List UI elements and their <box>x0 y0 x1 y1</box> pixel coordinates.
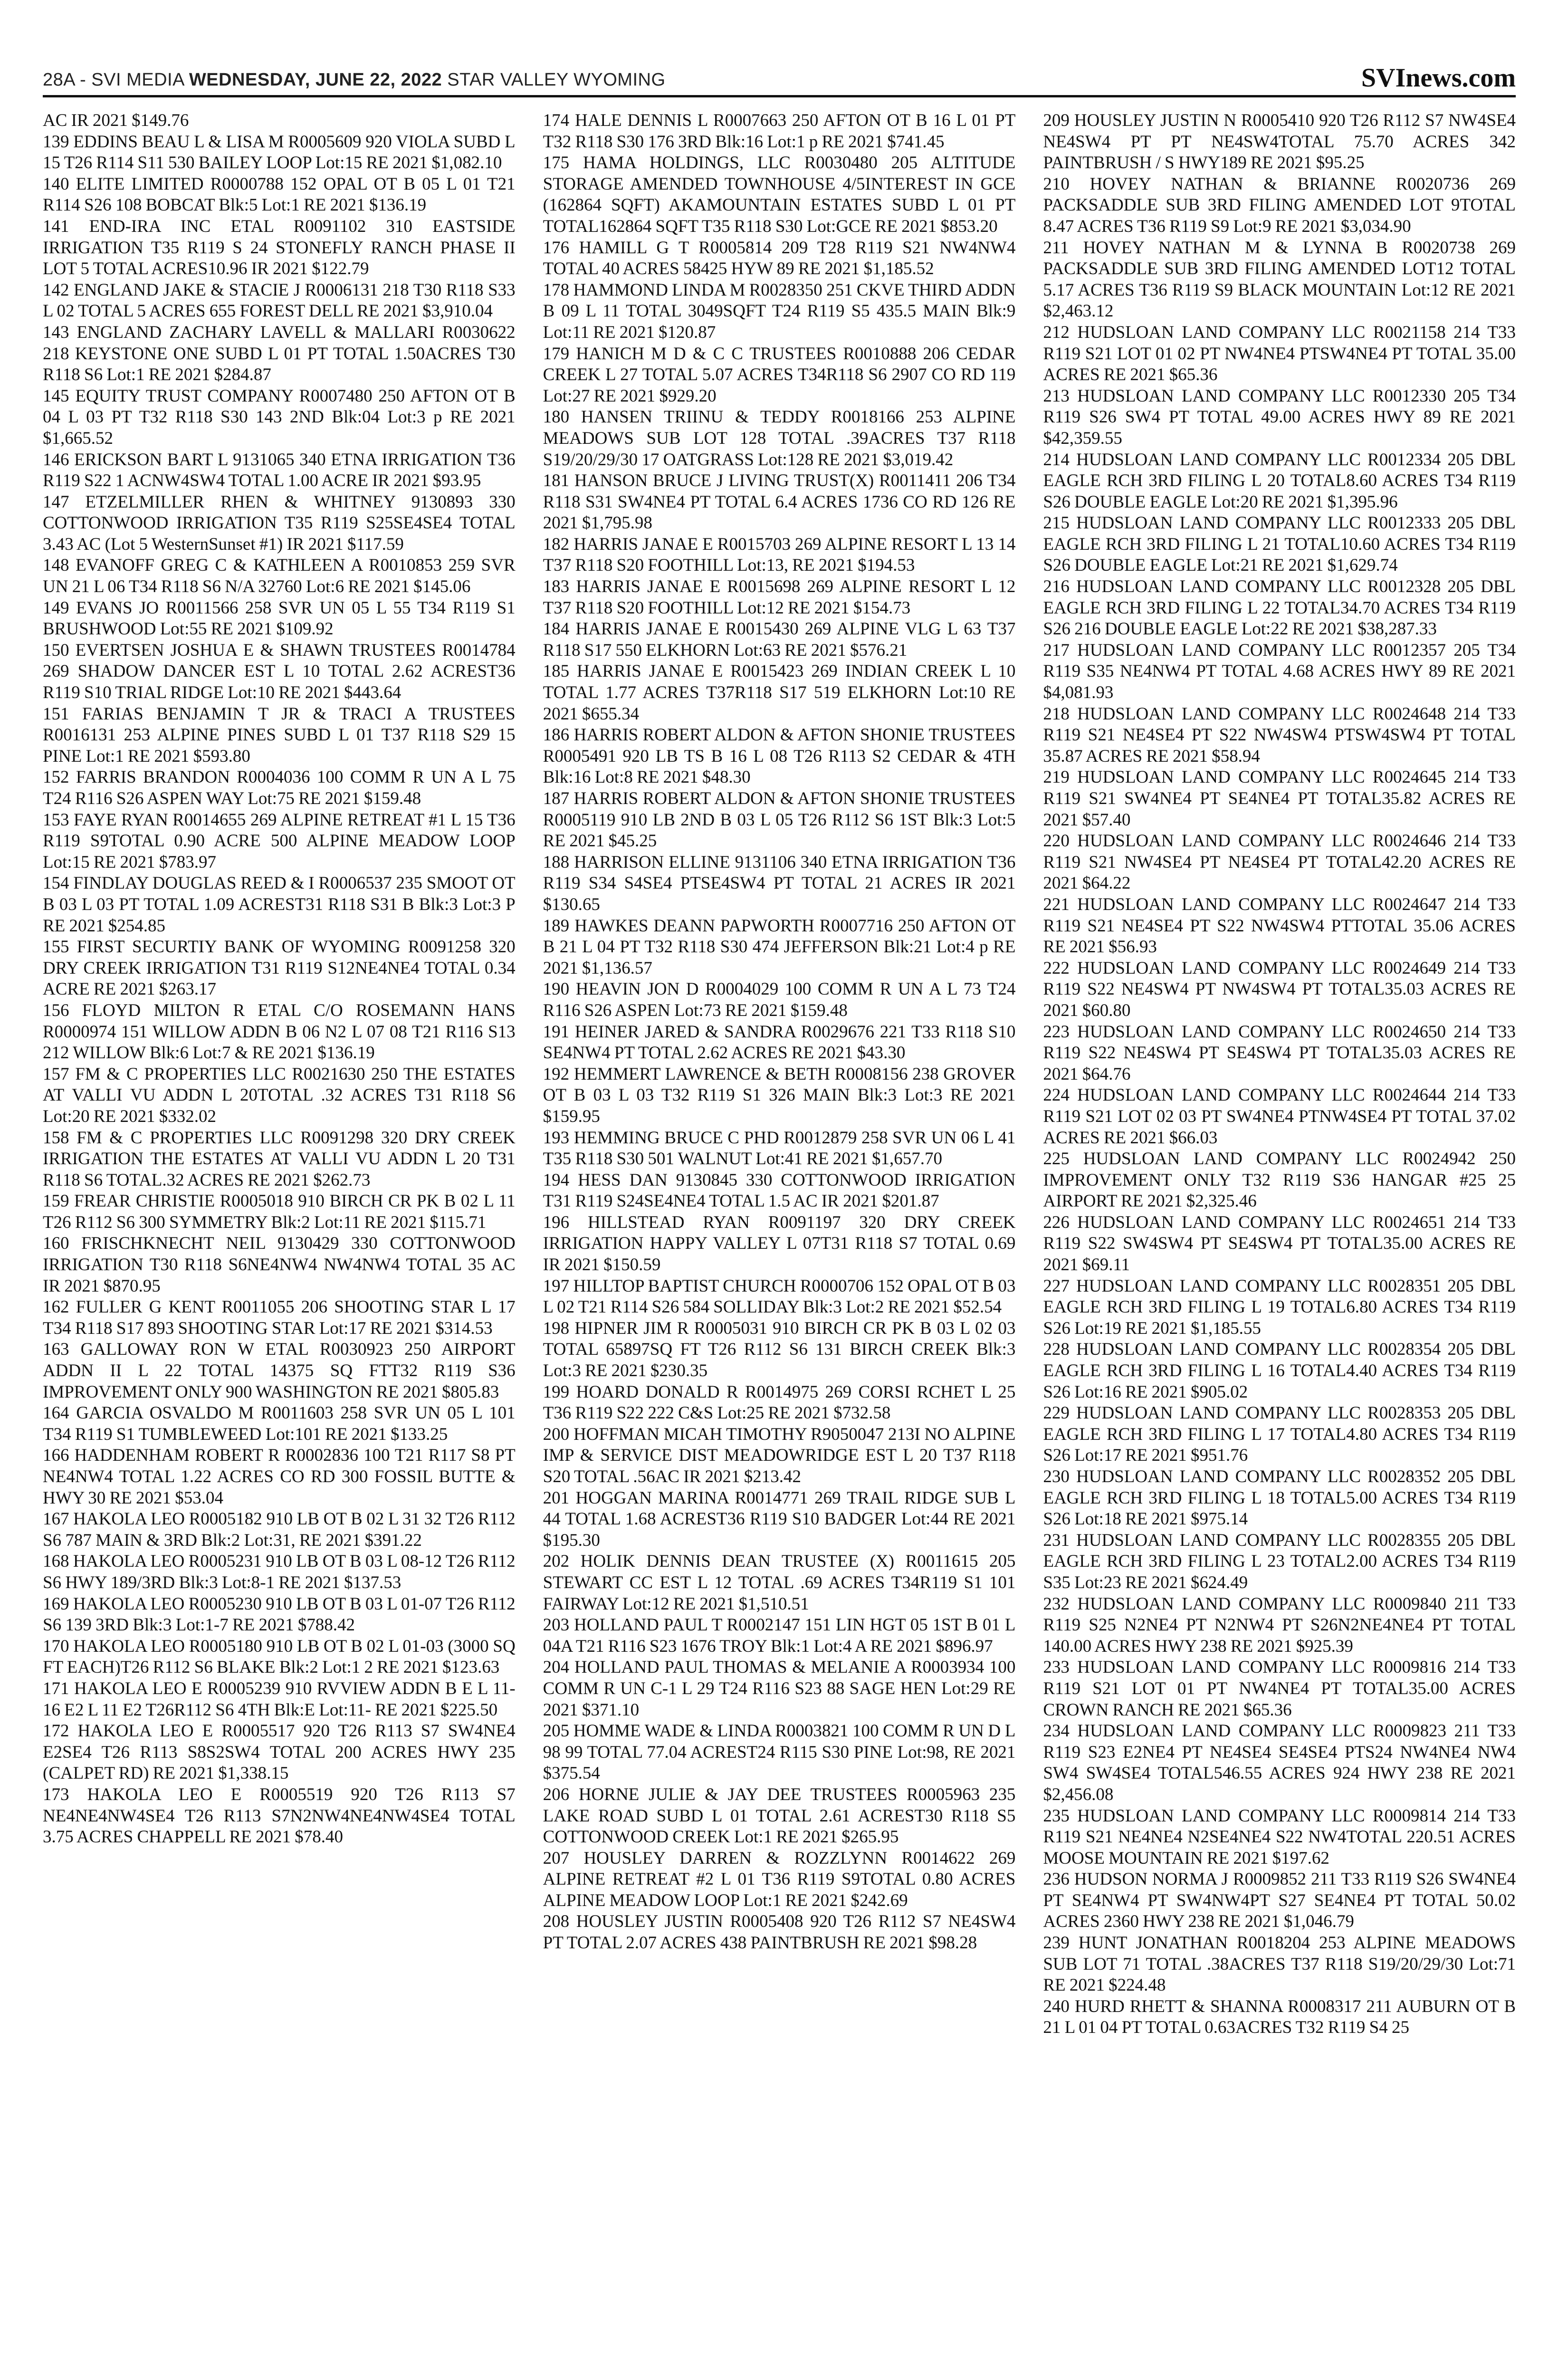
tax-notice-entry: 166 HADDENHAM ROBERT R R0002836 100 T21 R117 S8 PT NE4NW4 TOTAL 1.22 ACRES CO RD 300 FOSSIL BUTTE & HWY 30 RE 2021 $53.04 <box>43 1446 516 1508</box>
tax-notice-entry: 164 GARCIA OSVALDO M R0011603 258 SVR UN 05 L 101 T34 R119 S1 TUMBLEWEED Lot:101 RE 2021 $133.25 <box>43 1403 516 1444</box>
tax-notice-entry: 191 HEINER JARED & SANDRA R0029676 221 T33 R118 S10 SE4NW4 PT TOTAL 2.62 ACRES RE 2021 $43.30 <box>543 1022 1016 1063</box>
tax-notice-entry: 215 HUDSLOAN LAND COMPANY LLC R0012333 205 DBL EAGLE RCH 3RD FILING L 21 TOTAL10.60 ACRES T34 R119 S26 DOUBLE EAGLE Lot:21 RE 2021 $1,629.74 <box>1043 513 1516 575</box>
tax-notice-entry: 150 EVERTSEN JOSHUA E & SHAWN TRUSTEES R0014784 269 SHADOW DANCER EST L 10 TOTAL 2.62 ACREST36 R119 S10 TRIAL RIDGE Lot:10 RE 2021 $443.64 <box>43 640 516 703</box>
tax-notice-entry: 202 HOLIK DENNIS DEAN TRUSTEE (X) R0011615 205 STEWART CC EST L 12 TOTAL .69 ACRES T34R119 S1 101 FAIRWAY Lot:12 RE 2021 $1,510.51 <box>543 1552 1016 1614</box>
tax-notice-entry: 183 HARRIS JANAE E R0015698 269 ALPINE RESORT L 12 T37 R118 S20 FOOTHILL Lot:12 RE 2021 $154.73 <box>543 577 1016 618</box>
tax-notice-entry: 206 HORNE JULIE & JAY DEE TRUSTEES R0005963 235 LAKE ROAD SUBD L 01 TOTAL 2.61 ACREST30 R118 S5 COTTONWOOD CREEK Lot:1 RE 2021 $265.95 <box>543 1784 1016 1847</box>
tax-notice-entry: 200 HOFFMAN MICAH TIMOTHY R9050047 213I NO ALPINE IMP & SERVICE DIST MEADOWRIDGE EST L 20 T37 R118 S20 TOTAL .56AC IR 2021 $213.42 <box>543 1424 1016 1486</box>
tax-notice-entry: 179 HANICH M D & C C TRUSTEES R0010888 206 CEDAR CREEK L 27 TOTAL 5.07 ACRES T34R118 S6 2907 CO RD 119 Lot:27 RE 2021 $929.20 <box>543 344 1016 406</box>
tax-notice-entry: 141 END-IRA INC ETAL R0091102 310 EASTSIDE IRRIGATION T35 R119 S 24 STONEFLY RANCH PHASE II LOT 5 TOTAL ACRES10.96 IR 2021 $122.79 <box>43 216 516 279</box>
tax-notice-entry: 158 FM & C PROPERTIES LLC R0091298 320 DRY CREEK IRRIGATION THE ESTATES AT VALLI VU ADDN L 20 T31 R118 S6 TOTAL.32 ACRES RE 2021 $262.73 <box>43 1128 516 1190</box>
tax-notice-entry: 162 FULLER G KENT R0011055 206 SHOOTING STAR L 17 T34 R118 S17 893 SHOOTING STAR Lot:17 RE 2021 $314.53 <box>43 1297 516 1338</box>
tax-notice-entry: AC IR 2021 $149.76 <box>43 111 189 130</box>
tax-notice-entry: 214 HUDSLOAN LAND COMPANY LLC R0012334 205 DBL EAGLE RCH 3RD FILING L 20 TOTAL8.60 ACRES T34 R119 S26 DOUBLE EAGLE Lot:20 RE 2021 $1,395.96 <box>1043 450 1516 512</box>
header-left <box>43 70 666 95</box>
tax-notice-entry: 153 FAYE RYAN R0014655 269 ALPINE RETREAT #1 L 15 T36 R119 S9TOTAL 0.90 ACRE 500 ALPINE MEADOW LOOP Lot:15 RE 2021 $783.97 <box>43 810 516 872</box>
tax-notice-entry: 228 HUDSLOAN LAND COMPANY LLC R0028354 205 DBL EAGLE RCH 3RD FILING L 16 TOTAL4.40 ACRES T34 R119 S26 Lot:16 RE 2021 $905.02 <box>1043 1340 1516 1402</box>
paper-name: STAR VALLEY WYOMING <box>447 70 666 90</box>
tax-notice-entry: 193 HEMMING BRUCE C PHD R0012879 258 SVR UN 06 L 41 T35 R118 S30 501 WALNUT Lot:41 RE 2021 $1,657.70 <box>543 1128 1016 1169</box>
column-3 <box>1043 110 1516 2376</box>
tax-notice-entry: 234 HUDSLOAN LAND COMPANY LLC R0009823 211 T33 R119 S23 E2NE4 PT NE4SE4 SE4SE4 PTS24 NW4NE4 NW4 SW4 SW4SE4 TOTAL546.55 ACRES 924 HWY 238 RE 2021 $2,456.08 <box>1043 1721 1516 1804</box>
tax-notice-entry: 178 HAMMOND LINDA M R0028350 251 CKVE THIRD ADDN B 09 L 11 TOTAL 3049SQFT T24 R119 S5 435.5 MAIN Blk:9 Lot:11 RE 2021 $120.87 <box>543 280 1016 342</box>
page-header <box>43 62 1516 97</box>
tax-notice-entry: 204 HOLLAND PAUL THOMAS & MELANIE A R0003934 100 COMM R UN C-1 L 29 T24 R116 S23 88 SAGE HEN Lot:29 RE 2021 $371.10 <box>543 1657 1016 1720</box>
tax-notice-entry: 218 HUDSLOAN LAND COMPANY LLC R0024648 214 T33 R119 S21 NE4SE4 PT S22 NW4SW4 PTSW4SW4 PT TOTAL 35.87 ACRES RE 2021 $58.94 <box>1043 704 1516 766</box>
tax-notice-entry: 142 ENGLAND JAKE & STACIE J R0006131 218 T30 R118 S33 L 02 TOTAL 5 ACRES 655 FOREST DELL RE 2021 $3,910.04 <box>43 280 516 321</box>
tax-notice-entry: 187 HARRIS ROBERT ALDON & AFTON SHONIE TRUSTEES R0005119 910 LB 2ND B 03 L 05 T26 R112 S6 1ST Blk:3 Lot:5 RE 2021 $45.25 <box>543 789 1016 851</box>
site-name: SVInews.com <box>1361 63 1516 93</box>
tax-notice-entry: 199 HOARD DONALD R R0014975 269 CORSI RCHET L 25 T36 R119 S22 222 C&S Lot:25 RE 2021 $732.58 <box>543 1382 1016 1423</box>
tax-notice-entry: 167 HAKOLA LEO R0005182 910 LB OT B 02 L 31 32 T26 R112 S6 787 MAIN & 3RD Blk:2 Lot:31, RE 2021 $391.22 <box>43 1509 516 1550</box>
tax-notice-entry: 172 HAKOLA LEO E R0005517 920 T26 R113 S7 SW4NE4 E2SE4 T26 R113 S8S2SW4 TOTAL 200 ACRES HWY 235 (CALPET RD) RE 2021 $1,338.15 <box>43 1721 516 1783</box>
tax-notice-entry: 151 FARIAS BENJAMIN T JR & TRACI A TRUSTEES R0016131 253 ALPINE PINES SUBD L 01 T37 R118 S29 15 PINE Lot:1 RE 2021 $593.80 <box>43 704 516 766</box>
tax-notice-entry: 203 HOLLAND PAUL T R0002147 151 LIN HGT 05 1ST B 01 L 04A T21 R116 S23 1676 TROY Blk:1 Lot:4 A RE 2021 $896.97 <box>543 1615 1016 1656</box>
tax-notice-entry: 157 FM & C PROPERTIES LLC R0021630 250 THE ESTATES AT VALLI VU ADDN L 20TOTAL .32 ACRES T31 R118 S6 Lot:20 RE 2021 $332.02 <box>43 1064 516 1126</box>
tax-notice-entry: 220 HUDSLOAN LAND COMPANY LLC R0024646 214 T33 R119 S21 NW4SE4 PT NE4SE4 PT TOTAL42.20 ACRES RE 2021 $64.22 <box>1043 831 1516 893</box>
tax-notice-entry: 189 HAWKES DEANN PAPWORTH R0007716 250 AFTON OT B 21 L 04 PT T32 R118 S30 474 JEFFERSON Blk:21 Lot:4 p RE 2021 $1,136.57 <box>543 916 1016 978</box>
issue-date: WEDNESDAY, JUNE 22, 2022 <box>189 70 442 90</box>
tax-notice-entry: 222 HUDSLOAN LAND COMPANY LLC R0024649 214 T33 R119 S22 NE4SW4 PT NW4SW4 PT TOTAL35.03 ACRES RE 2021 $60.80 <box>1043 958 1516 1020</box>
column-1 <box>43 110 516 2376</box>
tax-notice-entry: 233 HUDSLOAN LAND COMPANY LLC R0009816 214 T33 R119 S21 LOT 01 PT NW4NE4 PT TOTAL35.00 ACRES CROWN RANCH RE 2021 $65.36 <box>1043 1657 1516 1720</box>
tax-notice-entry: 188 HARRISON ELLINE 9131106 340 ETNA IRRIGATION T36 R119 S34 S4SE4 PTSE4SW4 PT TOTAL 21 ACRES IR 2021 $130.65 <box>543 852 1016 914</box>
tax-notice-entry: 227 HUDSLOAN LAND COMPANY LLC R0028351 205 DBL EAGLE RCH 3RD FILING L 19 TOTAL6.80 ACRES T34 R119 S26 Lot:19 RE 2021 $1,185.55 <box>1043 1276 1516 1338</box>
tax-notice-entry: 140 ELITE LIMITED R0000788 152 OPAL OT B 05 L 01 T21 R114 S26 108 BOBCAT Blk:5 Lot:1 RE 2021 $136.19 <box>43 174 516 215</box>
tax-notice-entry: 184 HARRIS JANAE E R0015430 269 ALPINE VLG L 63 T37 R118 S17 550 ELKHORN Lot:63 RE 2021 $576.21 <box>543 619 1016 660</box>
tax-notice-entry: 156 FLOYD MILTON R ETAL C/O ROSEMANN HANS R0000974 151 WILLOW ADDN B 06 N2 L 07 08 T21 R116 S13 212 WILLOW Blk:6 Lot:7 & RE 2021 $136.19 <box>43 1000 516 1063</box>
tax-notice-entry: 175 HAMA HOLDINGS, LLC R0030480 205 ALTITUDE STORAGE AMENDED TOWNHOUSE 4/5INTEREST IN GCE (162864 SQFT) AKAMOUNTAIN ESTATES SUBD L 01 PT TOTAL162864 SQFT T35 R118 S30 Lot:GCE RE 2021 $853.20 <box>543 153 1016 236</box>
tax-notice-entry: 152 FARRIS BRANDON R0004036 100 COMM R UN A L 75 T24 R116 S26 ASPEN WAY Lot:75 RE 2021 $159.48 <box>43 767 516 808</box>
tax-notice-entry: 196 HILLSTEAD RYAN R0091197 320 DRY CREEK IRRIGATION HAPPY VALLEY L 07T31 R118 S7 TOTAL 0.69 IR 2021 $150.59 <box>543 1212 1016 1275</box>
column-2 <box>543 110 1016 2376</box>
tax-notice-entry: 207 HOUSLEY DARREN & ROZZLYNN R0014622 269 ALPINE RETREAT #2 L 01 T36 R119 S9TOTAL 0.80 ACRES ALPINE MEADOW LOOP Lot:1 RE 2021 $242.69 <box>543 1848 1016 1910</box>
tax-notice-entry: 146 ERICKSON BART L 9131065 340 ETNA IRRIGATION T36 R119 S22 1 ACNW4SW4 TOTAL 1.00 ACRE IR 2021 $93.95 <box>43 450 516 491</box>
tax-notice-entry: 221 HUDSLOAN LAND COMPANY LLC R0024647 214 T33 R119 S21 NE4SE4 PT S22 NW4SW4 PTTOTAL 35.06 ACRES RE 2021 $56.93 <box>1043 894 1516 957</box>
tax-notice-entry: 171 HAKOLA LEO E R0005239 910 RVVIEW ADDN B E L 11-16 E2 L 11 E2 T26R112 S6 4TH Blk:E Lot:11- RE 2021 $225.50 <box>43 1678 516 1720</box>
tax-notice-entry: 180 HANSEN TRIINU & TEDDY R0018166 253 ALPINE MEADOWS SUB LOT 128 TOTAL .39ACRES T37 R118 S19/20/29/30 17 OATGRASS Lot:128 RE 2021 $3,019.42 <box>543 407 1016 469</box>
tax-notice-entry: 224 HUDSLOAN LAND COMPANY LLC R0024644 214 T33 R119 S21 LOT 02 03 PT SW4NE4 PTNW4SE4 PT TOTAL 37.02 ACRES RE 2021 $66.03 <box>1043 1085 1516 1148</box>
tax-notice-entry: 147 ETZELMILLER RHEN & WHITNEY 9130893 330 COTTONWOOD IRRIGATION T35 R119 S25SE4SE4 TOTAL 3.43 AC (Lot 5 WesternSunset #1) IR 2021 $117.59 <box>43 492 516 554</box>
tax-notice-entry: 143 ENGLAND ZACHARY LAVELL & MALLARI R0030622 218 KEYSTONE ONE SUBD L 01 PT TOTAL 1.50ACRES T30 R118 S6 Lot:1 RE 2021 $284.87 <box>43 322 516 385</box>
tax-notice-entry: 235 HUDSLOAN LAND COMPANY LLC R0009814 214 T33 R119 S21 NE4NE4 N2SE4NE4 S22 NW4TOTAL 220.51 ACRES MOOSE MOUNTAIN RE 2021 $197.62 <box>1043 1806 1516 1868</box>
tax-notice-entry: 229 HUDSLOAN LAND COMPANY LLC R0028353 205 DBL EAGLE RCH 3RD FILING L 17 TOTAL4.80 ACRES T34 R119 S26 Lot:17 RE 2021 $951.76 <box>1043 1403 1516 1466</box>
tax-notice-entry: 182 HARRIS JANAE E R0015703 269 ALPINE RESORT L 13 14 T37 R118 S20 FOOTHILL Lot:13, RE 2021 $194.53 <box>543 534 1016 575</box>
tax-notice-entry: 198 HIPNER JIM R R0005031 910 BIRCH CR PK B 03 L 02 03 TOTAL 65897SQ FT T26 R112 S6 131 BIRCH CREEK Blk:3 Lot:3 RE 2021 $230.35 <box>543 1318 1016 1381</box>
tax-notice-entry: 170 HAKOLA LEO R0005180 910 LB OT B 02 L 01-03 (3000 SQ FT EACH)T26 R112 S6 BLAKE Blk:2 Lot:1 2 RE 2021 $123.63 <box>43 1636 516 1677</box>
tax-notice-entry: 239 HUNT JONATHAN R0018204 253 ALPINE MEADOWS SUB LOT 71 TOTAL .38ACRES T37 R118 S19/20/29/30 Lot:71 RE 2021 $224.48 <box>1043 1933 1516 1995</box>
tax-notice-entry: 145 EQUITY TRUST COMPANY R0007480 250 AFTON OT B 04 L 03 PT T32 R118 S30 143 2ND Blk:04 Lot:3 p RE 2021 $1,665.52 <box>43 386 516 448</box>
tax-notice-entry: 205 HOMME WADE & LINDA R0003821 100 COMM R UN D L 98 99 TOTAL 77.04 ACREST24 R115 S30 PINE Lot:98, RE 2021 $375.54 <box>543 1721 1016 1783</box>
tax-notice-entry: 173 HAKOLA LEO E R0005519 920 T26 R113 S7 NE4NE4NW4SE4 T26 R113 S7N2NW4NE4NW4SE4 TOTAL 3.75 ACRES CHAPPELL RE 2021 $78.40 <box>43 1784 516 1847</box>
tax-notice-entry: 197 HILLTOP BAPTIST CHURCH R0000706 152 OPAL OT B 03 L 02 T21 R114 S26 584 SOLLIDAY Blk:3 Lot:2 RE 2021 $52.54 <box>543 1276 1016 1317</box>
tax-notice-entry: 154 FINDLAY DOUGLAS REED & I R0006537 235 SMOOT OT B 03 L 03 PT TOTAL 1.09 ACREST31 R118 S31 B Blk:3 Lot:3 P RE 2021 $254.85 <box>43 873 516 936</box>
tax-notice-entry: 176 HAMILL G T R0005814 209 T28 R119 S21 NW4NW4 TOTAL 40 ACRES 58425 HYW 89 RE 2021 $1,185.52 <box>543 238 1016 279</box>
tax-notice-entry: 181 HANSON BRUCE J LIVING TRUST(X) R0011411 206 T34 R118 S31 SW4NE4 PT TOTAL 6.4 ACRES 1736 CO RD 126 RE 2021 $1,795.98 <box>543 471 1016 533</box>
tax-notice-entry: 226 HUDSLOAN LAND COMPANY LLC R0024651 214 T33 R119 S22 SW4SW4 PT SE4SW4 PT TOTAL35.00 ACRES RE 2021 $69.11 <box>1043 1212 1516 1275</box>
tax-notice-entry: 209 HOUSLEY JUSTIN N R0005410 920 T26 R112 S7 NW4SE4 NE4SW4 PT PT NE4SW4TOTAL 75.70 ACRES 342 PAINTBRUSH / S HWY189 RE 2021 $95.25 <box>1043 111 1516 173</box>
tax-notice-entry: 219 HUDSLOAN LAND COMPANY LLC R0024645 214 T33 R119 S21 SW4NE4 PT SE4NE4 PT TOTAL35.82 ACRES RE 2021 $57.40 <box>1043 767 1516 830</box>
tax-notice-entry: 211 HOVEY NATHAN M & LYNNA B R0020738 269 PACKSADDLE SUB 3RD FILING AMENDED LOT12 TOTAL 5.17 ACRES T36 R119 S9 BLACK MOUNTAIN Lot:12 RE 2021 $2,463.12 <box>1043 238 1516 321</box>
tax-notice-entry: 217 HUDSLOAN LAND COMPANY LLC R0012357 205 T34 R119 S35 NE4NW4 PT TOTAL 4.68 ACRES HWY 89 RE 2021 $4,081.93 <box>1043 640 1516 703</box>
tax-notice-entry: 169 HAKOLA LEO R0005230 910 LB OT B 03 L 01-07 T26 R112 S6 139 3RD Blk:3 Lot:1-7 RE 2021 $788.42 <box>43 1594 516 1635</box>
tax-notice-entry: 185 HARRIS JANAE E R0015423 269 INDIAN CREEK L 10 TOTAL 1.77 ACRES T37R118 S17 519 ELKHORN Lot:10 RE 2021 $655.34 <box>543 661 1016 724</box>
tax-notice-entry: 208 HOUSLEY JUSTIN R0005408 920 T26 R112 S7 NE4SW4 PT TOTAL 2.07 ACRES 438 PAINTBRUSH RE 2021 $98.28 <box>543 1912 1016 1953</box>
tax-notice-entry: 230 HUDSLOAN LAND COMPANY LLC R0028352 205 DBL EAGLE RCH 3RD FILING L 18 TOTAL5.00 ACRES T34 R119 S26 Lot:18 RE 2021 $975.14 <box>1043 1467 1516 1529</box>
legal-notice-columns <box>43 110 1516 2376</box>
tax-notice-entry: 225 HUDSLOAN LAND COMPANY LLC R0024942 250 IMPROVEMENT ONLY T32 R119 S36 HANGAR #25 25 AIRPORT RE 2021 $2,325.46 <box>1043 1149 1516 1211</box>
tax-notice-entry: 201 HOGGAN MARINA R0014771 269 TRAIL RIDGE SUB L 44 TOTAL 1.68 ACREST36 R119 S10 BADGER Lot:44 RE 2021 $195.30 <box>543 1488 1016 1550</box>
tax-notice-entry: 186 HARRIS ROBERT ALDON & AFTON SHONIE TRUSTEES R0005491 920 LB TS B 16 L 08 T26 R113 S2 CEDAR & 4TH Blk:16 Lot:8 RE 2021 $48.30 <box>543 725 1016 787</box>
tax-notice-entry: 190 HEAVIN JON D R0004029 100 COMM R UN A L 73 T24 R116 S26 ASPEN Lot:73 RE 2021 $159.48 <box>543 979 1016 1020</box>
tax-notice-entry: 160 FRISCHKNECHT NEIL 9130429 330 COTTONWOOD IRRIGATION T30 R118 S6NE4NW4 NW4NW4 TOTAL 35 AC IR 2021 $870.95 <box>43 1234 516 1296</box>
tax-notice-entry: 168 HAKOLA LEO R0005231 910 LB OT B 03 L 08-12 T26 R112 S6 HWY 189/3RD Blk:3 Lot:8-1 RE 2021 $137.53 <box>43 1552 516 1592</box>
tax-notice-entry: 192 HEMMERT LAWRENCE & BETH R0008156 238 GROVER OT B 03 L 03 T32 R119 S1 326 MAIN Blk:3 Lot:3 RE 2021 $159.95 <box>543 1064 1016 1126</box>
tax-notice-entry: 149 EVANS JO R0011566 258 SVR UN 05 L 55 T34 R119 S1 BRUSHWOOD Lot:55 RE 2021 $109.92 <box>43 598 516 639</box>
tax-notice-entry: 155 FIRST SECURTIY BANK OF WYOMING R0091258 320 DRY CREEK IRRIGATION T31 R119 S12NE4NE4 TOTAL 0.34 ACRE RE 2021 $263.17 <box>43 937 516 999</box>
tax-notice-entry: 213 HUDSLOAN LAND COMPANY LLC R0012330 205 T34 R119 S26 SW4 PT TOTAL 49.00 ACRES HWY 89 RE 2021 $42,359.55 <box>1043 386 1516 448</box>
tax-notice-entry: 223 HUDSLOAN LAND COMPANY LLC R0024650 214 T33 R119 S22 NE4SW4 PT SE4SW4 PT TOTAL35.03 ACRES RE 2021 $64.76 <box>1043 1022 1516 1084</box>
tax-notice-entry: 194 HESS DAN 9130845 330 COTTONWOOD IRRIGATION T31 R119 S24SE4NE4 TOTAL 1.5 AC IR 2021 $201.87 <box>543 1170 1016 1211</box>
tax-notice-entry: 216 HUDSLOAN LAND COMPANY LLC R0012328 205 DBL EAGLE RCH 3RD FILING L 22 TOTAL34.70 ACRES T34 R119 S26 216 DOUBLE EAGLE Lot:22 RE 2021 $38,287.33 <box>1043 577 1516 639</box>
tax-notice-entry: 159 FREAR CHRISTIE R0005018 910 BIRCH CR PK B 02 L 11 T26 R112 S6 300 SYMMETRY Blk:2 Lot:11 RE 2021 $115.71 <box>43 1191 516 1232</box>
page-label: 28A - SVI MEDIA <box>43 70 184 90</box>
tax-notice-entry: 210 HOVEY NATHAN & BRIANNE R0020736 269 PACKSADDLE SUB 3RD FILING AMENDED LOT 9TOTAL 8.47 ACRES T36 R119 S9 Lot:9 RE 2021 $3,034.90 <box>1043 174 1516 236</box>
tax-notice-entry: 148 EVANOFF GREG C & KATHLEEN A R0010853 259 SVR UN 21 L 06 T34 R118 S6 N/A 32760 Lot:6 RE 2021 $145.06 <box>43 556 516 597</box>
tax-notice-entry: 212 HUDSLOAN LAND COMPANY LLC R0021158 214 T33 R119 S21 LOT 01 02 PT NW4NE4 PTSW4NE4 PT TOTAL 35.00 ACRES RE 2021 $65.36 <box>1043 322 1516 385</box>
tax-notice-entry: 240 HURD RHETT & SHANNA R0008317 211 AUBURN OT B 21 L 01 04 PT TOTAL 0.63ACRES T32 R119 S4 25 <box>1043 1996 1516 2038</box>
tax-notice-entry: 163 GALLOWAY RON W ETAL R0030923 250 AIRPORT ADDN II L 22 TOTAL 14375 SQ FTT32 R119 S36 IMPROVEMENT ONLY 900 WASHINGTON RE 2021 $805.83 <box>43 1340 516 1402</box>
tax-notice-entry: 232 HUDSLOAN LAND COMPANY LLC R0009840 211 T33 R119 S25 N2NE4 PT N2NW4 PT S26N2NE4NE4 PT TOTAL 140.00 ACRES HWY 238 RE 2021 $925.39 <box>1043 1594 1516 1656</box>
tax-notice-entry: 236 HUDSON NORMA J R0009852 211 T33 R119 S26 SW4NE4 PT SE4NW4 PT SW4NW4PT S27 SE4NE4 PT TOTAL 50.02 ACRES 2360 HWY 238 RE 2021 $1,046.79 <box>1043 1869 1516 1932</box>
tax-notice-entry: 174 HALE DENNIS L R0007663 250 AFTON OT B 16 L 01 PT T32 R118 S30 176 3RD Blk:16 Lot:1 p RE 2021 $741.45 <box>543 111 1016 152</box>
tax-notice-entry: 139 EDDINS BEAU L & LISA M R0005609 920 VIOLA SUBD L 15 T26 R114 S11 530 BAILEY LOOP Lot:15 RE 2021 $1,082.10 <box>43 132 516 173</box>
tax-notice-entry: 231 HUDSLOAN LAND COMPANY LLC R0028355 205 DBL EAGLE RCH 3RD FILING L 23 TOTAL2.00 ACRES T34 R119 S35 Lot:23 RE 2021 $624.49 <box>1043 1530 1516 1592</box>
